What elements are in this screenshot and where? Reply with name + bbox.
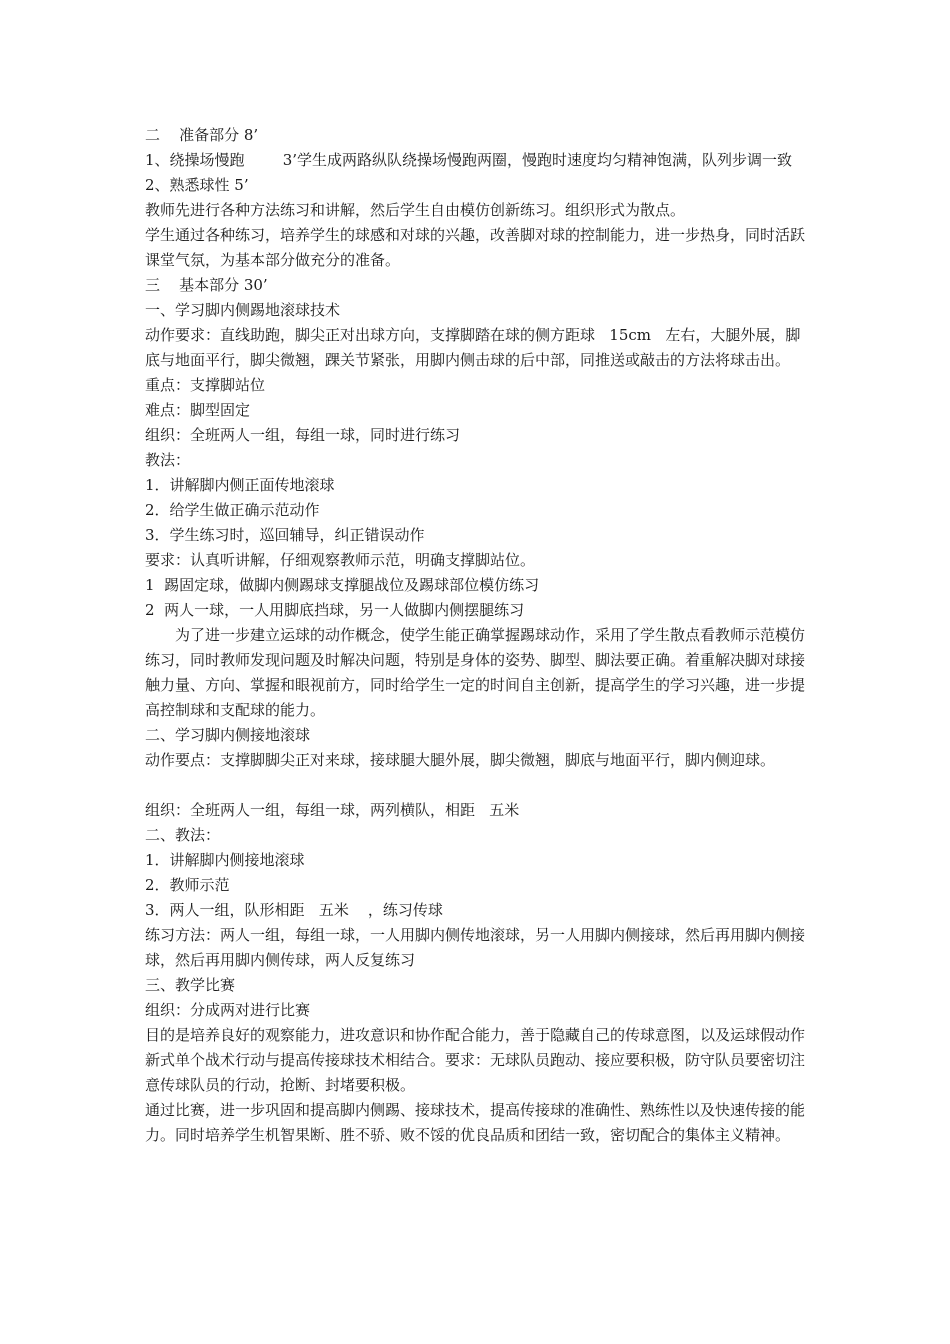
paragraph-action-requirements: 动作要求：直线助跑，脚尖正对出球方向，支撑脚踏在球的侧方距球 15cm 左右，大腿外展，脚底与地面平行，脚尖微翘，踝关节紧张，用脚内侧击球的后中部，同推送或敲击的方法将球击出。 [145,326,801,369]
paragraph-organization-1: 组织：全班两人一组，每组一球，同时进行练习 [145,426,461,444]
paragraph-action-points: 动作要点：支撑脚脚尖正对来球，接球腿大腿外展，脚尖微翘，脚底与地面平行，脚内侧迎球。 [145,751,776,769]
section-heading-basic: 三 基本部分 30’ [145,276,268,294]
paragraph-purpose: 目的是培养良好的观察能力，进攻意识和协作配合能力，善于隐藏自己的传球意图，以及运球假动作新式单个战术行动与提高传接球技术相结合。要求：无球队员跑动、接应要积极，防守队员要密切注意传球队员的行动，抢断、封堵要积极。 [145,1026,806,1094]
list-item-method-2: 2．给学生做正确示范动作 [145,501,320,519]
paragraph-teaching-method-label: 教法： [145,451,191,469]
subheading-teaching-method-2: 二、教法： [145,826,221,844]
paragraph-ball-familiarity-heading: 2、熟悉球性 5’ [145,176,249,194]
subheading-inside-receive: 二、学习脚内侧接地滚球 [145,726,311,744]
subheading-teaching-match: 三、教学比赛 [145,976,236,994]
section-heading-preparation: 二 准备部分 8’ [145,126,259,144]
document-body [145,123,808,1148]
list-item-method-3: 3．学生练习时，巡回辅导，纠正错误动作 [145,526,425,544]
list-item-receive-1: 1．讲解脚内侧接地滚球 [145,851,305,869]
subheading-inside-kick: 一、学习脚内侧踢地滚球技术 [145,301,341,319]
paragraph-organization-2: 组织：全班两人一组，每组一球，两列横队，相距 五米 [145,801,520,819]
paragraph-organization-3: 组织：分成两对进行比赛 [145,1001,311,1019]
blank-line [145,773,808,798]
list-item-receive-3: 3．两人一组，队形相距 五米 ，练习传球 [145,901,443,919]
paragraph-student-practice: 学生通过各种练习，培养学生的球感和对球的兴趣，改善脚对球的控制能力，进一步热身，同时活跃课堂气氛，为基本部分做充分的准备。 [145,226,806,269]
paragraph-conclusion: 通过比赛，进一步巩固和提高脚内侧踢、接球技术，提高传接球的准确性、熟练性以及快速传接的能力。同时培养学生机智果断、胜不骄、败不馁的优良品质和团结一致，密切配合的集体主义精神。 [145,1101,806,1144]
paragraph-requirements: 要求：认真听讲解，仔细观察教师示范，明确支撑脚站位。 [145,551,536,569]
list-item-receive-2: 2．教师示范 [145,876,230,894]
paragraph-practice-method: 练习方法：两人一组，每组一球，一人用脚内侧传地滚球，另一人用脚内侧接球，然后再用脚内侧接球，然后再用脚内侧传球，两人反复练习 [145,926,806,969]
paragraph-key-point: 重点：支撑脚站位 [145,376,266,394]
list-item-method-1: 1．讲解脚内侧正面传地滚球 [145,476,335,494]
paragraph-jogging: 1、绕操场慢跑 3’学生成两路纵队绕操场慢跑两圈，慢跑时速度均匀精神饱满，队列步调一致 [145,151,793,169]
paragraph-difficulty: 难点：脚型固定 [145,401,251,419]
paragraph-teaching-rationale: 为了进一步建立运球的动作概念，使学生能正确掌握踢球动作，采用了学生散点看教师示范模仿练习，同时教师发现问题及时解决问题，特别是身体的姿势、脚型、脚法要正确。着重解决脚对球接触力量、方向、掌握和眼视前方，同时给学生一定的时间自主创新，提高学生的学习兴趣，进一步提高控制球和支配球的能力。 [145,626,806,719]
list-item-drill-2: 2 两人一球，一人用脚底挡球，另一人做脚内侧摆腿练习 [145,601,525,619]
list-item-drill-1: 1 踢固定球，做脚内侧踢球支撑腿战位及踢球部位模仿练习 [145,576,540,594]
paragraph-teacher-demo: 教师先进行各种方法练习和讲解，然后学生自由模仿创新练习。组织形式为散点。 [145,201,686,219]
